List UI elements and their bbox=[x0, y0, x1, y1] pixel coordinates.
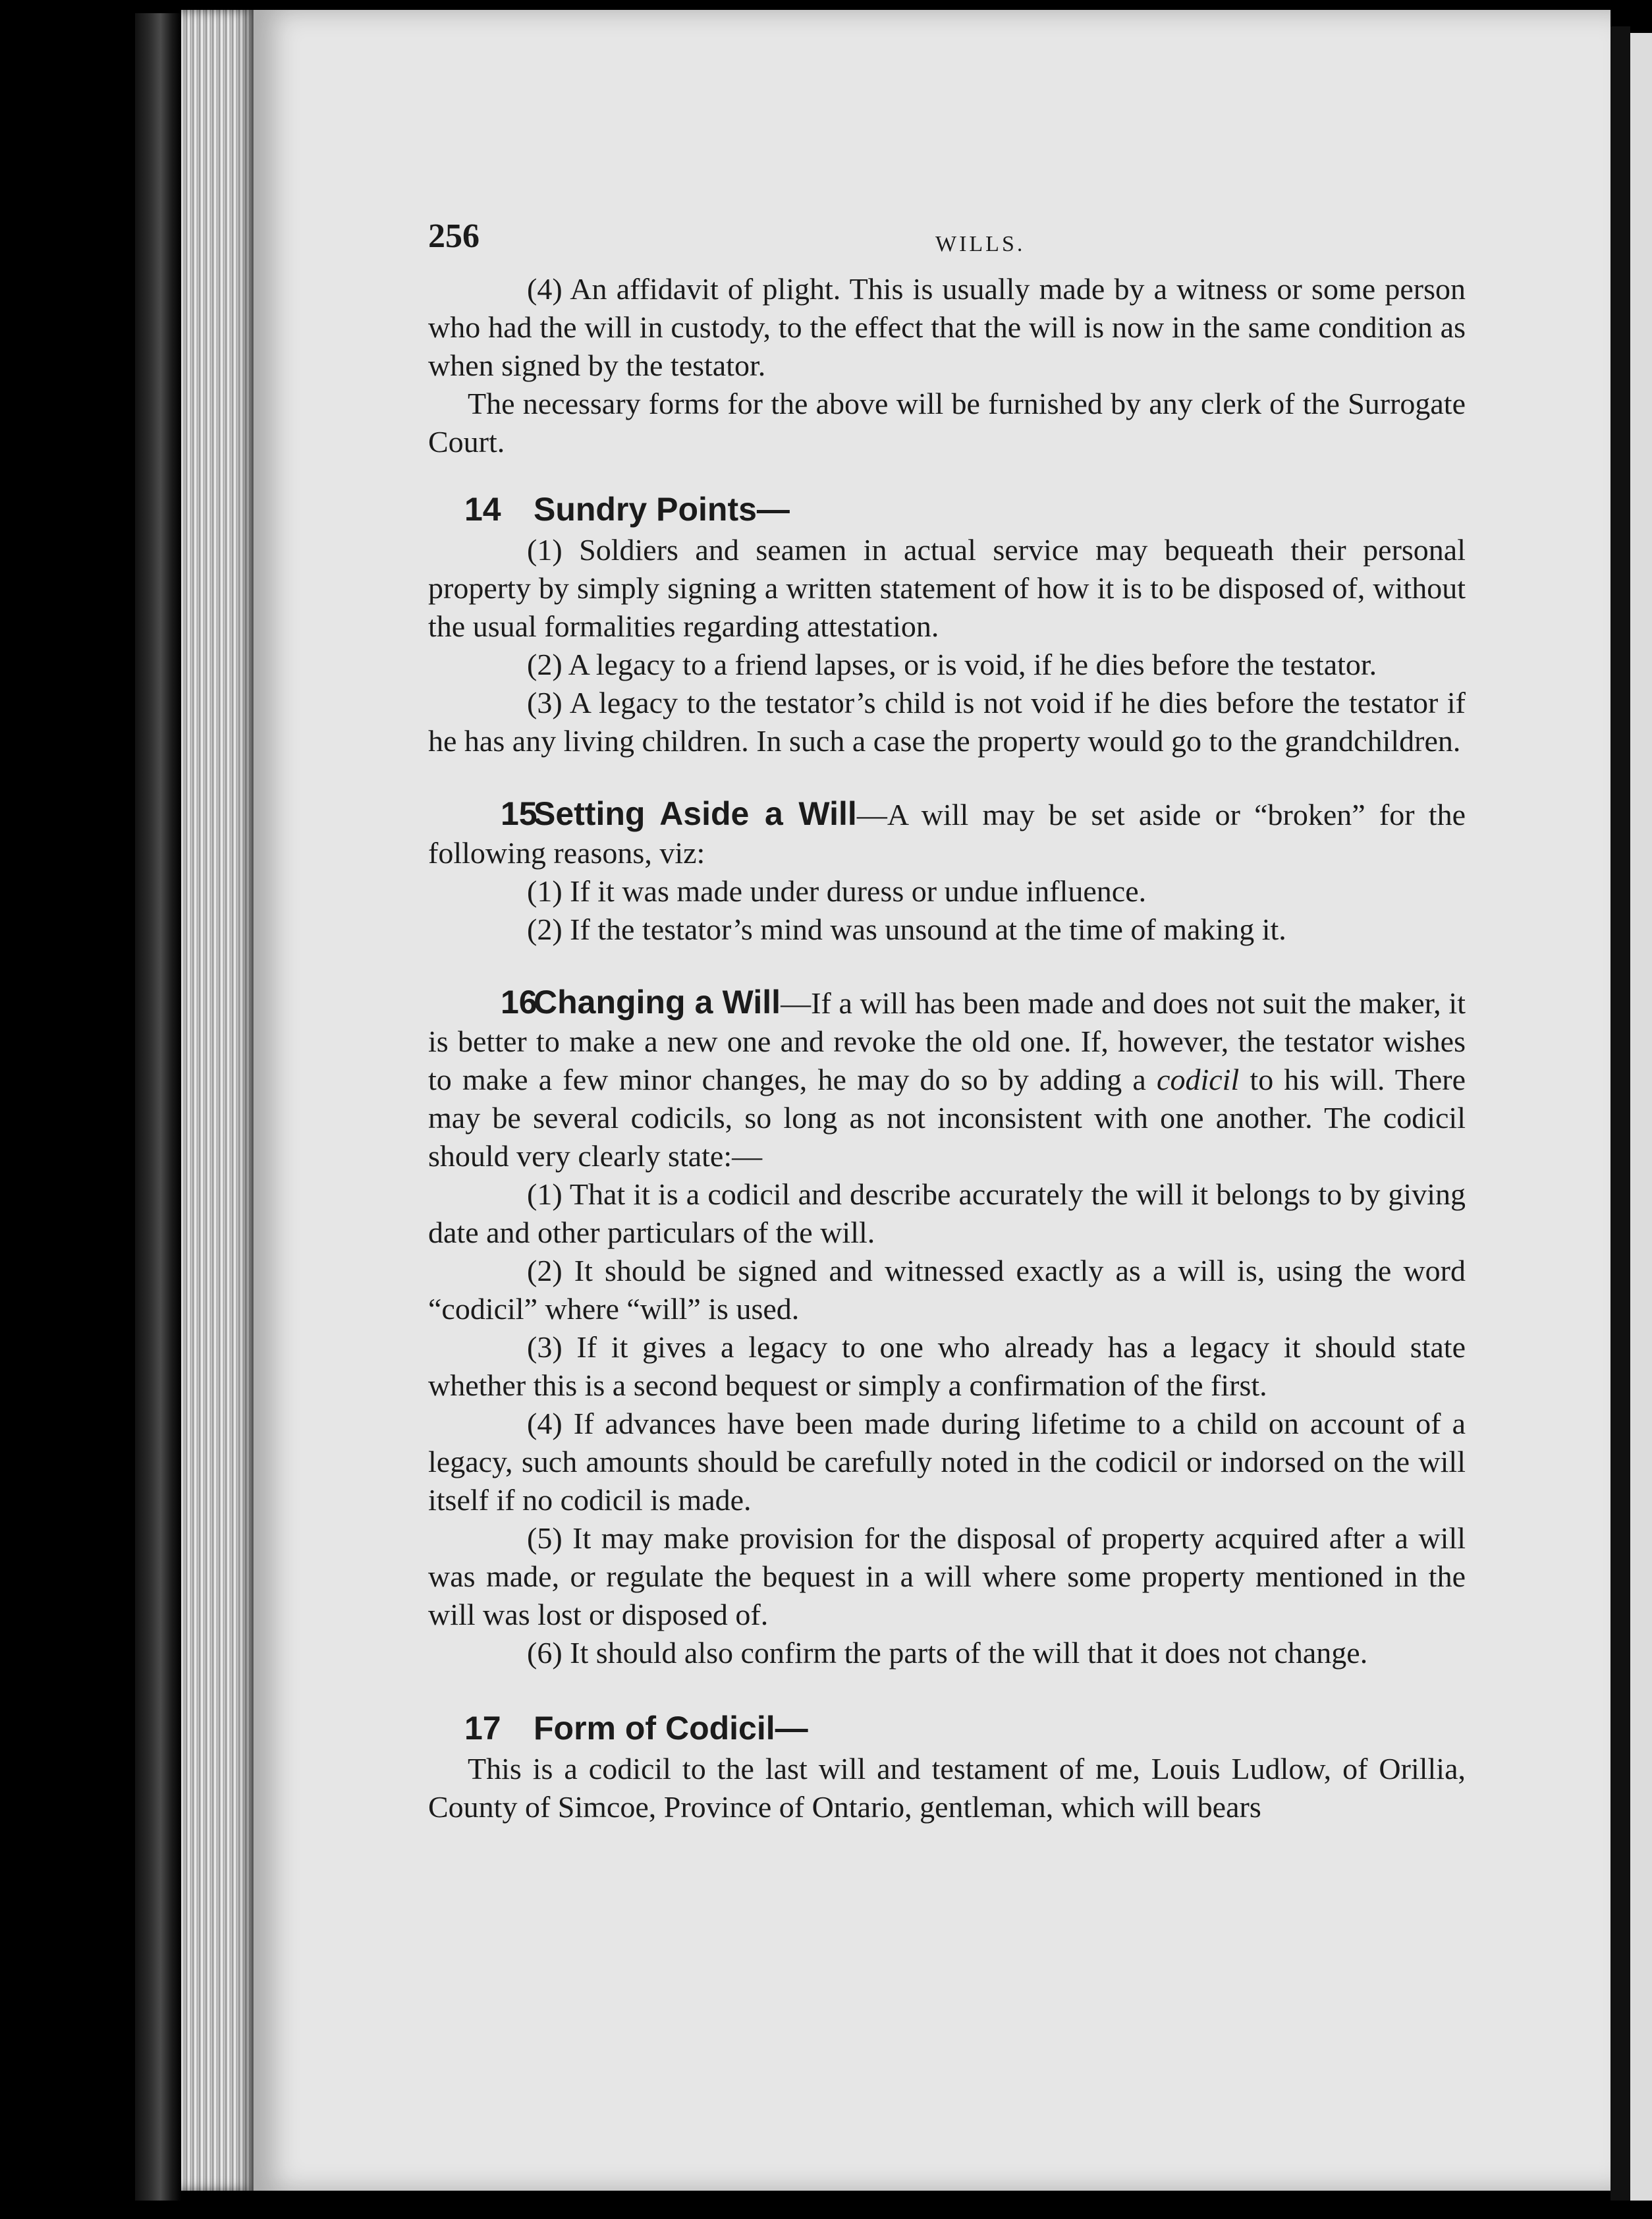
page-number: 256 bbox=[428, 217, 480, 255]
page-content bbox=[428, 217, 1466, 1826]
next-page-edge bbox=[1630, 33, 1652, 2201]
section-intro-cont: to his will. There may be several codicils, so long as not inconsistent with one another. The codicil should very clearly state:— bbox=[428, 1063, 1466, 1173]
forms-note: The necessary forms for the above will be furnished by any clerk of the Surrogate Court. bbox=[428, 387, 1466, 459]
section-16-paragraph bbox=[428, 983, 1466, 1175]
section-number: 17 bbox=[464, 1710, 501, 1747]
section-number: 16 bbox=[501, 984, 537, 1021]
right-gutter bbox=[1611, 26, 1630, 2201]
section-title: Form of Codicil— bbox=[534, 1710, 808, 1747]
list-item: (2) If the testator’s mind was unsound at the time of making it. bbox=[527, 913, 1286, 946]
section-title: Sundry Points— bbox=[534, 491, 790, 528]
codicil-form-text: This is a codicil to the last will and testament of me, Louis Ludlow, of Orillia, County of Simcoe, Province of Ontario, gentleman, which will bears bbox=[428, 1752, 1466, 1824]
section-15-heading bbox=[464, 795, 857, 832]
section-title: Setting Aside a Will bbox=[534, 795, 857, 832]
list-item: (1) If it was made under duress or undue influence. bbox=[527, 874, 1147, 908]
list-item: (3) A legacy to the testator’s child is not void if he dies before the testator if he has any living children. In such a case the property would go to the grandchildren. bbox=[428, 686, 1466, 758]
list-item: (5) It may make provision for the disposal of property acquired after a will was made, or regulate the bequest in a will where some property mentioned in the will was lost or disposed of. bbox=[428, 1521, 1466, 1631]
list-item: (1) That it is a codicil and describe accurately the will it belongs to by giving date and other particulars of the will. bbox=[428, 1177, 1466, 1249]
section-title: Changing a Will bbox=[534, 984, 781, 1021]
section-15-paragraph bbox=[428, 795, 1466, 872]
list-item: (2) A legacy to a friend lapses, or is void, if he dies before the testator. bbox=[527, 648, 1377, 681]
page-header bbox=[428, 217, 1466, 270]
section-number: 14 bbox=[464, 491, 501, 528]
section-intro: —If a will has been made and does not suit the maker, it is better to make a new one and revoke the old one. If, however, the testator wishes to make a few minor changes, he may do so by adding a bbox=[428, 986, 1466, 1096]
codicil-term: codicil bbox=[1157, 1063, 1240, 1096]
list-item: (2) It should be signed and witnessed exactly as a will is, using the word “codicil” where “will” is used. bbox=[428, 1254, 1466, 1326]
section-intro: —A will may be set aside or “broken” for the following reasons, viz: bbox=[428, 798, 1466, 870]
list-item: (3) If it gives a legacy to one who already has a legacy it should state whether this is a second bequest or simply a confirmation of the first. bbox=[428, 1330, 1466, 1402]
section-14-heading bbox=[428, 488, 1466, 531]
list-item: (6) It should also confirm the parts of the will that it does not change. bbox=[527, 1636, 1368, 1670]
list-item: (4) If advances have been made during lifetime to a child on account of a legacy, such amounts should be carefully noted in the codicil or indorsed on the will itself if no codicil is made. bbox=[428, 1407, 1466, 1517]
book-binding bbox=[135, 13, 181, 2201]
list-item: (1) Soldiers and seamen in actual service may bequeath their personal property by simply signing a written statement of how it is to be disposed of, without the usual formalities regarding attestation. bbox=[428, 533, 1466, 643]
section-17-heading bbox=[428, 1706, 1466, 1750]
page-edges bbox=[181, 10, 254, 2191]
affidavit-paragraph: (4) An affidavit of plight. This is usually made by a witness or some person who had the will in custody, to the effect that the will is now in the same condition as when signed by the testator. bbox=[428, 272, 1466, 382]
section-16-heading bbox=[464, 984, 781, 1021]
section-number: 15 bbox=[501, 795, 537, 832]
running-head: WILLS. bbox=[935, 232, 1026, 256]
